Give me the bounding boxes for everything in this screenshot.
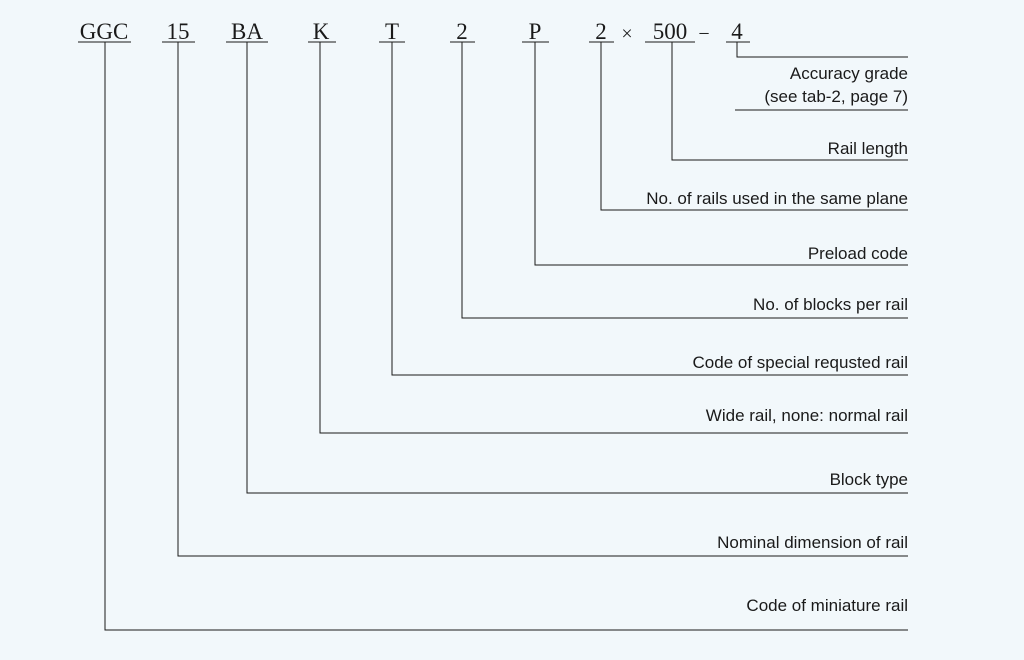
multiply-symbol: × bbox=[621, 23, 633, 45]
label-rails-same-plane: No. of rails used in the same plane bbox=[646, 189, 908, 208]
code-token-rail-count: 2 bbox=[595, 19, 607, 44]
code-token-special-rail: T bbox=[384, 19, 400, 44]
label-nominal-dimension: Nominal dimension of rail bbox=[717, 533, 908, 552]
code-token-accuracy-grade: 4 bbox=[731, 19, 743, 44]
label-blocks-per-rail: No. of blocks per rail bbox=[753, 295, 908, 314]
label-wide-rail: Wide rail, none: normal rail bbox=[705, 406, 908, 425]
code-token-block-type: BA bbox=[231, 19, 263, 44]
leader-accuracy-grade bbox=[737, 42, 908, 57]
label-rail-length: Rail length bbox=[827, 139, 908, 158]
label-accuracy-grade-line2: (see tab-2, page 7) bbox=[764, 87, 908, 106]
label-special-rail-code: Code of special requsted rail bbox=[692, 353, 908, 372]
code-token-blocks-per-rail: 2 bbox=[456, 19, 468, 44]
label-accuracy-grade-line1: Accuracy grade bbox=[789, 64, 908, 83]
code-token-preload: P bbox=[528, 19, 542, 44]
code-token-rail-length: 500 bbox=[652, 19, 688, 44]
label-accuracy-grade bbox=[764, 62, 908, 108]
label-preload-code: Preload code bbox=[807, 244, 908, 263]
label-miniature-rail-code: Code of miniature rail bbox=[746, 596, 908, 615]
code-token-ggc: GGC bbox=[79, 19, 129, 44]
code-token-size: 15 bbox=[166, 19, 190, 44]
code-token-wide-rail: K bbox=[312, 19, 330, 44]
label-block-type: Block type bbox=[829, 470, 908, 489]
dash-symbol: − bbox=[698, 23, 710, 45]
